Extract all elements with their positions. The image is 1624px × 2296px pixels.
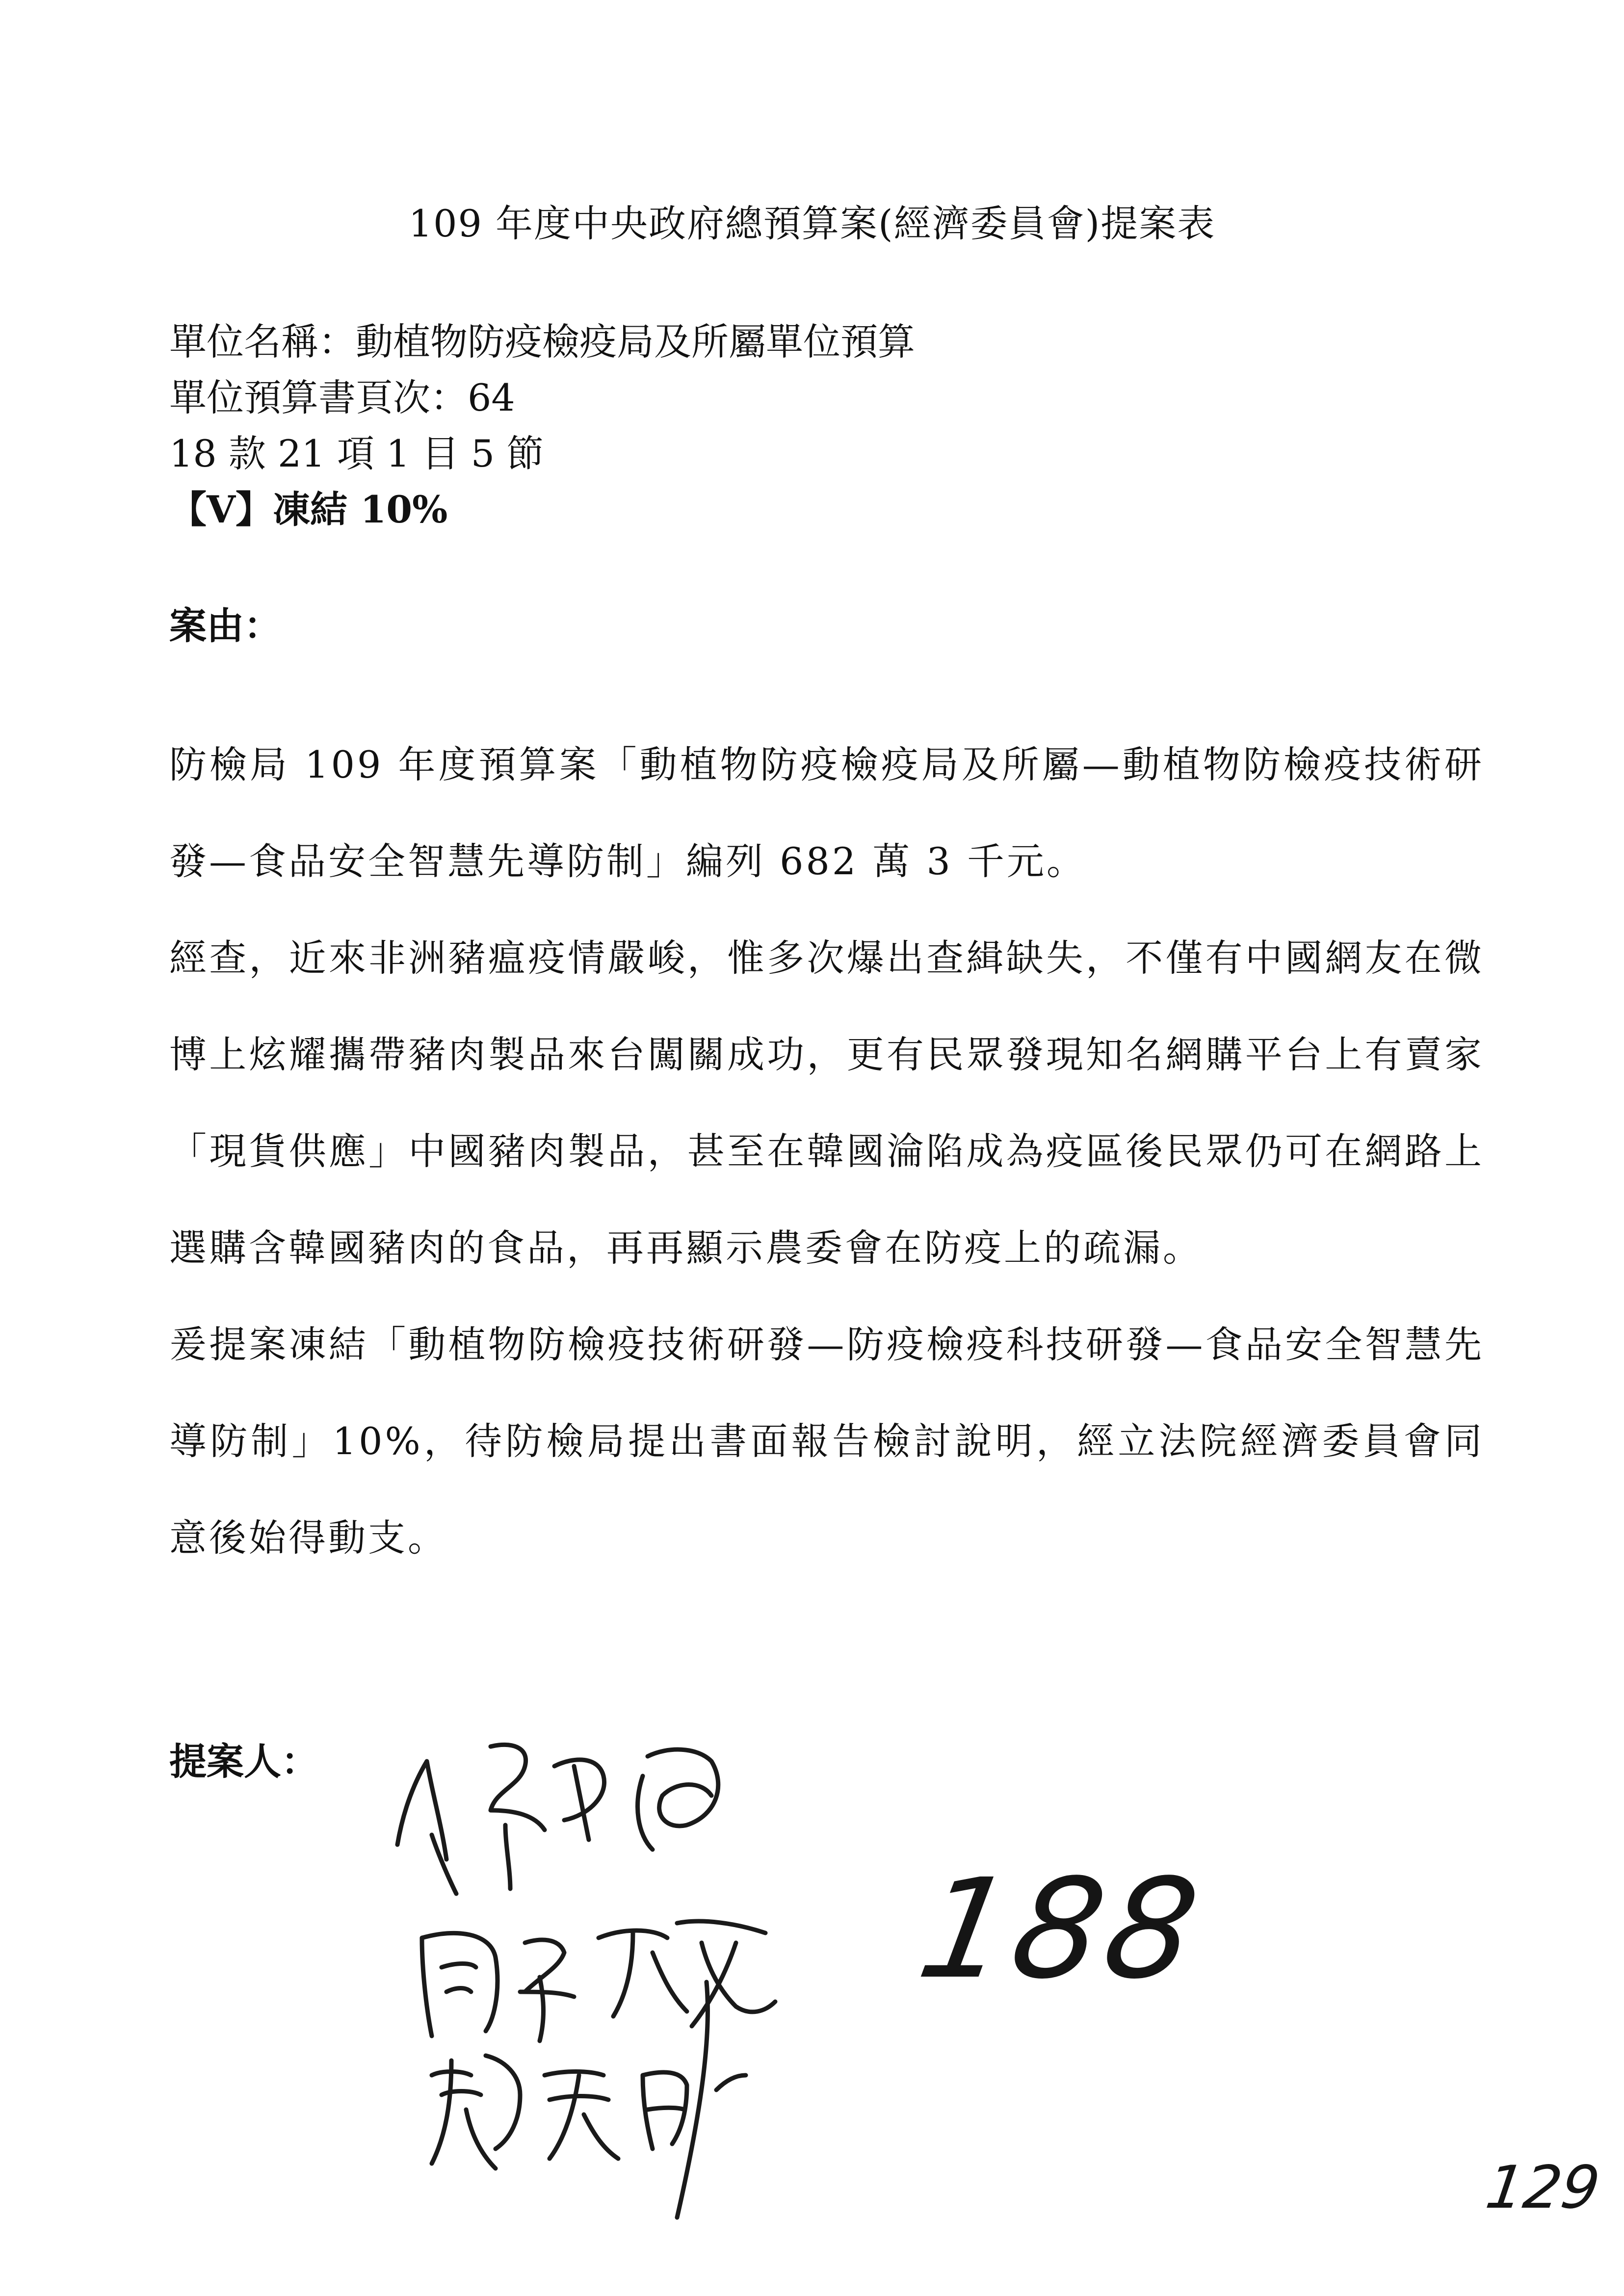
reason-label: 案由： bbox=[169, 604, 281, 648]
handwritten-number: 188 bbox=[908, 1850, 1214, 2009]
paragraph: 經查，近來非洲豬瘟疫情嚴峻，惟多次爆出查緝缺失，不僅有中國網友在微博上炫耀攜帶豬肉製品來台闖關成功，更有民眾發現知名網購平台上有賣家「現貨供應」中國豬肉製品，甚至在韓國淪陷成為疫區後民眾仍可在網路上選購含韓國豬肉的食品，再再顯示農委會在防疫上的疏漏。 bbox=[169, 936, 1484, 1270]
reason-body bbox=[169, 716, 1484, 1586]
document-meta bbox=[169, 314, 1494, 538]
paragraph: 爰提案凍結「動植物防檢疫技術研發—防疫檢疫科技研發—食品安全智慧先導防制」10%，待防檢局提出書面報告檢討說明，經立法院經濟委員會同意後始得動支。 bbox=[169, 1323, 1484, 1560]
signature-3 bbox=[432, 1982, 746, 2218]
proposer-label: 提案人： bbox=[169, 1740, 318, 1783]
signature-2 bbox=[422, 1921, 775, 2041]
signature-1 bbox=[397, 1745, 718, 1894]
unit-name: 單位名稱：動植物防疫檢疫局及所屬單位預算 bbox=[169, 320, 915, 364]
budget-page-ref: 單位預算書頁次：64 bbox=[169, 376, 515, 419]
page-number: 129 bbox=[1482, 2154, 1604, 2222]
action-freeze: 【V】凍結 10% bbox=[169, 488, 448, 531]
document-title: 109 年度中央政府總預算案(經濟委員會)提案表 bbox=[408, 202, 1216, 245]
item-code: 18 款 21 項 1 目 5 節 bbox=[169, 432, 544, 475]
paragraph: 防檢局 109 年度預算案「動植物防疫檢疫局及所屬—動植物防檢疫技術研發—食品安全智慧先導防制」編列 682 萬 3 千元。 bbox=[169, 743, 1484, 883]
